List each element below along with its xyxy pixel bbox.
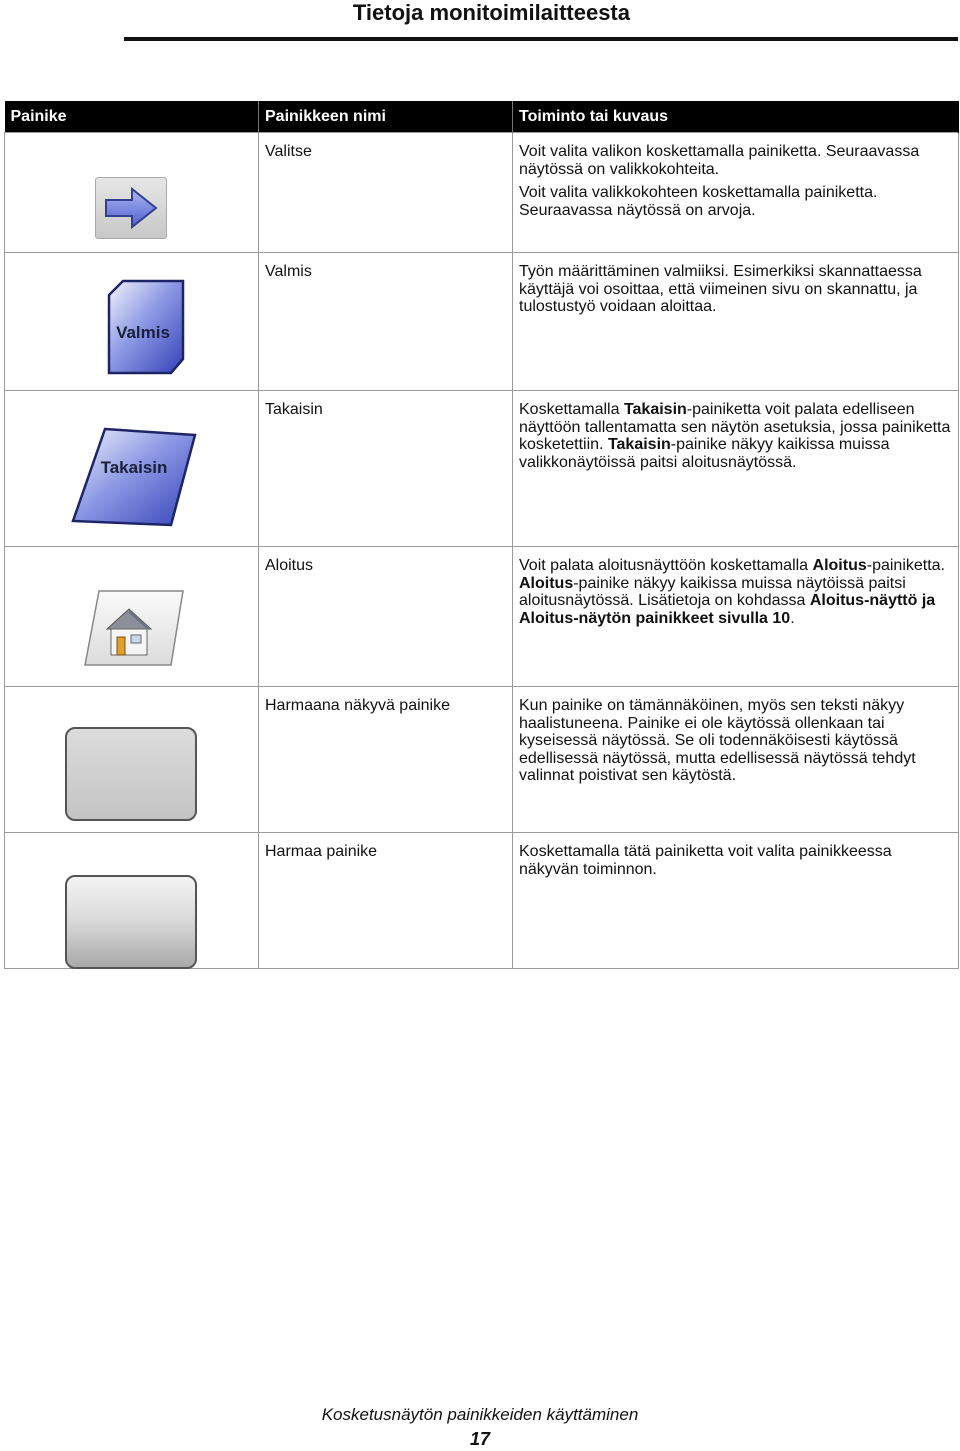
page-title: Tietoja monitoimilaitteesta	[352, 0, 630, 25]
back-button-label: Takaisin	[100, 458, 168, 477]
description-text: .	[790, 609, 795, 627]
button-name: Harmaana näkyvä painike	[259, 687, 513, 833]
description-bold: Aloitus-näyttö ja Aloitus-näytön painikkeet sivulla 10	[519, 592, 936, 627]
title-rule	[124, 37, 958, 41]
description-paragraph: Voit valita valikkokohteen koskettamalla painiketta. Seuraavassa näytössä on arvoja.	[519, 184, 878, 219]
button-name: Aloitus	[259, 547, 513, 687]
button-description: Kun painike on tämännäköinen, myös sen teksti näkyy haalistuneena. Painike ei ole käytössä ollenkaan tai kyseisessä näytössä. Se oli todennäköisesti käytössä edellisessä näytössä, mutta edellisessä näytössä tehdyt valinnat poistivat sen käytöstä.	[513, 687, 959, 833]
button-table	[4, 101, 959, 969]
back-button-icon	[71, 427, 197, 527]
description-text: Voit palata aloitusnäyttöön koskettamalla	[519, 557, 813, 574]
description-text: -painiketta.	[866, 557, 945, 574]
greyed-out-button-icon	[65, 727, 197, 821]
button-description	[513, 391, 959, 547]
description-bold: Aloitus	[812, 557, 867, 574]
description-text: -painiketta voit palata edelliseen näyttöön tallentamatta sen näytön asetuksia, jossa painiketta kosketettiin.	[519, 401, 951, 453]
icon-cell	[5, 133, 259, 253]
description-text: -painike näkyy kaikissa muissa valikkonäytöissä paitsi aloitusnäytössä.	[519, 436, 890, 471]
icon-cell	[5, 833, 259, 969]
icon-cell	[5, 547, 259, 687]
button-description: Työn määrittäminen valmiiksi. Esimerkiksi skannattaessa käyttäjä voi osoittaa, että viimeinen sivu on skannattu, ja tulostustyö voidaan aloittaa.	[513, 253, 959, 391]
description-text: -painike näkyy kaikissa muissa näytöissä paitsi aloitusnäytössä. Lisätietoja on kohdassa	[519, 574, 906, 609]
description-bold: Aloitus	[519, 574, 574, 592]
button-name: Takaisin	[259, 391, 513, 547]
done-button-label: Valmis	[116, 323, 170, 342]
button-name: Harmaa painike	[259, 833, 513, 969]
table-row	[5, 253, 959, 391]
column-header-name: Painikkeen nimi	[259, 101, 513, 133]
table-row	[5, 133, 959, 253]
description-bold: Takaisin	[607, 436, 671, 453]
table-header-row	[5, 101, 959, 133]
button-description	[513, 547, 959, 687]
column-header-description: Toiminto tai kuvaus	[513, 101, 959, 133]
done-button-icon	[99, 279, 187, 375]
table-row	[5, 833, 959, 969]
button-description	[513, 133, 959, 253]
table-row	[5, 547, 959, 687]
button-name: Valmis	[259, 253, 513, 391]
button-description: Koskettamalla tätä painiketta voit valita painikkeessa näkyvän toiminnon.	[513, 833, 959, 969]
description-paragraph: Voit valita valikon koskettamalla painiketta. Seuraavassa näytössä on valikkokohteita.	[519, 143, 920, 178]
description-bold: Takaisin	[623, 401, 687, 418]
table-row	[5, 687, 959, 833]
icon-cell	[5, 253, 259, 391]
home-icon	[81, 587, 185, 674]
page-number: 17	[469, 1429, 491, 1449]
arrow-right-icon	[95, 177, 167, 239]
icon-cell	[5, 687, 259, 833]
grey-button-icon	[65, 875, 197, 969]
page-footer	[0, 1405, 960, 1450]
description-text: Koskettamalla	[519, 401, 624, 418]
icon-cell	[5, 391, 259, 547]
button-name: Valitse	[259, 133, 513, 253]
table-row	[5, 391, 959, 547]
column-header-button: Painike	[5, 101, 259, 133]
footer-section-title: Kosketusnäytön painikkeiden käyttäminen	[321, 1405, 639, 1424]
